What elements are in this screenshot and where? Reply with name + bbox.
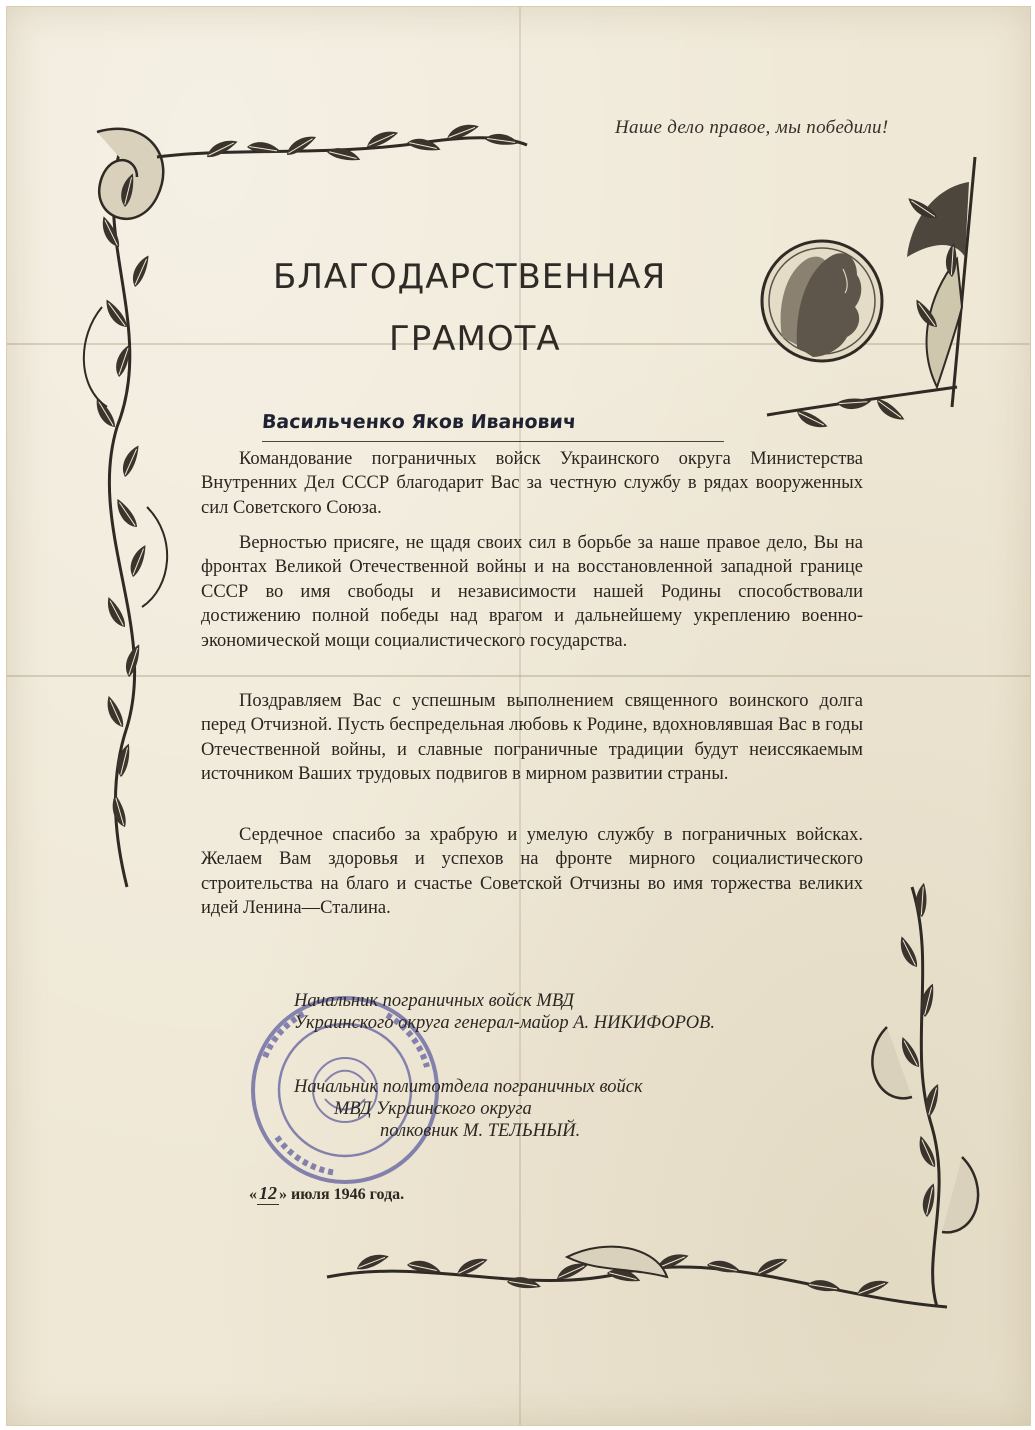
right-garland (872, 882, 978, 1307)
paragraph-text: Сердечное спасибо за храбрую и умелую службу в пограничных войсках. Желаем Вам здоровья и успехов на фронте мирного социалистического строительства на благо и счастье Советской Отчизны во имя торжества великих идей Ленина—Сталина. (201, 825, 863, 919)
signature-line: Начальник политотдела пограничных войск (294, 1077, 643, 1097)
paragraph-text: Командование пограничных войск Украинского округа Министерства Внутренних Дел СССР благодарит Вас за честную службу в рядах вооруженных сил Советского Союза. (201, 449, 863, 518)
paragraph-text: Верностью присяге, не щадя своих сил в борьбе за наше правое дело, Вы на фронтах Великой Отечественной войны и на восстановленной западной границе СССР во имя свободы и независимости нашей Родины способствовали достижению полной победы над врагом и дальнейшему укреплению военно-экономической мощи социалистического государства. (201, 533, 863, 651)
recipient-name: Васильченко Яков Иванович (261, 411, 577, 433)
date-rest: июля 1946 года. (291, 1186, 405, 1203)
date-day: 12 (259, 1183, 277, 1203)
body-paragraph-4 (201, 823, 863, 921)
top-garland (157, 122, 527, 166)
signature-block-political-dept (294, 1076, 643, 1142)
signature-block-commander (294, 990, 715, 1034)
left-garland (84, 129, 167, 887)
paragraph-text: Поздравляем Вас с успешным выполнением священного воинского долга перед Отчизной. Пусть беспредельная любовь к Родине, вдохновлявшая Вас в годы Отечественной войны, и славные пограничные традиции будут неиссякаемым источником Ваших трудовых подвигов в мирном развитии страны. (201, 691, 863, 785)
issue-date (249, 1183, 404, 1205)
portrait-medallion-icon (762, 241, 882, 361)
signature-line: МВД Украинского округа (334, 1099, 532, 1119)
document-title-line1: БЛАГОДАРСТВЕННАЯ (273, 257, 667, 297)
bottom-garland (327, 1247, 947, 1307)
document-title-line2: ГРАМОТА (389, 319, 561, 359)
signature-line: полковник М. ТЕЛЬНЫЙ. (380, 1121, 581, 1141)
body-paragraph-2 (201, 531, 863, 653)
body-paragraph-3 (201, 689, 863, 787)
signature-line: Украинского округа генерал-майор А. НИКИФОРОВ. (294, 1013, 715, 1033)
certificate-page (6, 6, 1031, 1426)
body-paragraph-1 (201, 447, 863, 520)
date-open-quote: « (249, 1186, 257, 1203)
motto-slogan: Наше дело правое, мы победили! (615, 117, 889, 138)
date-close-quote: » (279, 1186, 287, 1203)
recipient-name-line (261, 411, 724, 442)
signature-line: Начальник пограничных войск МВД (294, 991, 574, 1011)
